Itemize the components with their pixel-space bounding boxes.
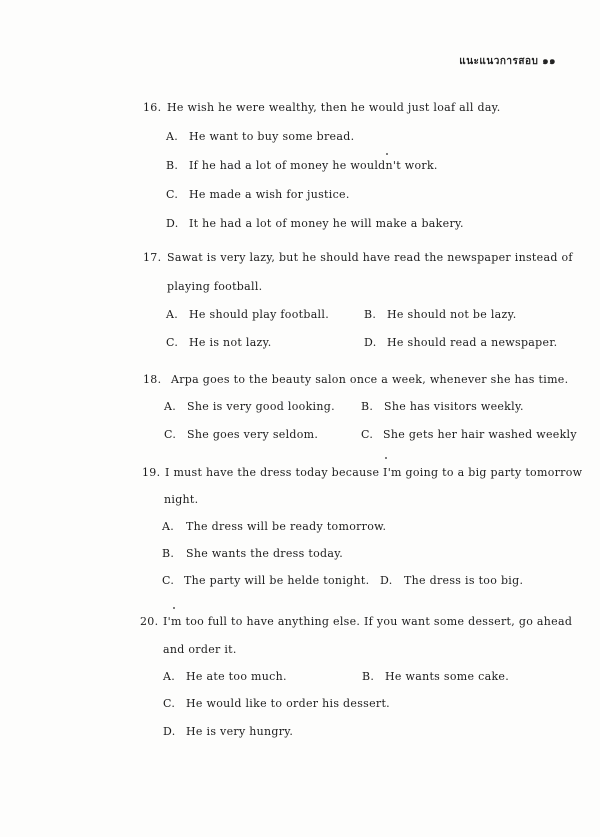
option-letter: B. <box>166 159 179 172</box>
option-letter: B. <box>162 547 175 560</box>
option-letter: C. <box>164 428 177 441</box>
scan-speck <box>386 153 388 155</box>
option-letter: A. <box>166 308 179 321</box>
option-text: He should not be lazy. <box>387 308 517 321</box>
option-letter: D. <box>163 725 176 738</box>
question-stem-continued: and order it. <box>163 643 237 656</box>
option-letter: D. <box>166 217 179 230</box>
option-text: He want to buy some bread. <box>189 130 355 143</box>
option-letter: C. <box>166 336 179 349</box>
option-text: It he had a lot of money he will make a bakery. <box>189 217 464 230</box>
option-text: The dress is too big. <box>404 574 524 587</box>
option-text: If he had a lot of money he wouldn't work. <box>189 159 438 172</box>
scan-speck <box>385 457 387 459</box>
option-letter: D. <box>364 336 377 349</box>
page-header: แนะแนวการสอบ ๑๑ <box>459 56 556 67</box>
question-stem: Arpa goes to the beauty salon once a week, whenever she has time. <box>171 373 569 386</box>
option-letter: A. <box>166 130 179 143</box>
scan-speck <box>173 607 175 609</box>
option-text: She has visitors weekly. <box>384 400 524 413</box>
question-number: 16. <box>143 101 162 114</box>
option-letter: C. <box>166 188 179 201</box>
question-stem-continued: night. <box>164 493 199 506</box>
option-letter: A. <box>164 400 177 413</box>
option-text: She wants the dress today. <box>186 547 344 560</box>
question-stem: Sawat is very lazy, but he should have read the newspaper instead of <box>167 251 573 264</box>
option-letter: B. <box>361 400 374 413</box>
option-text: He wants some cake. <box>385 670 510 683</box>
option-text: He should play football. <box>189 308 329 321</box>
option-letter: D. <box>380 574 393 587</box>
question-number: 19. <box>142 466 161 479</box>
option-text: He should read a newspaper. <box>387 336 558 349</box>
option-letter: B. <box>362 670 375 683</box>
question-stem-continued: playing football. <box>167 280 263 293</box>
option-letter: A. <box>162 520 175 533</box>
question-number: 17. <box>143 251 162 264</box>
option-text: She is very good looking. <box>187 400 335 413</box>
option-text: He is very hungry. <box>186 725 294 738</box>
option-letter: C. <box>163 697 176 710</box>
option-letter: C. <box>162 574 175 587</box>
question-stem: He wish he were wealthy, then he would just loaf all day. <box>167 101 501 114</box>
question-stem: I must have the dress today because I'm going to a big party tomorrow <box>165 466 583 479</box>
option-text: He is not lazy. <box>189 336 272 349</box>
question-number: 20. <box>140 615 159 628</box>
option-text: He made a wish for justice. <box>189 188 350 201</box>
option-text: He would like to order his dessert. <box>186 697 390 710</box>
option-text: The dress will be ready tomorrow. <box>186 520 387 533</box>
option-letter: B. <box>364 308 377 321</box>
option-letter: C. <box>361 428 374 441</box>
option-text: She goes very seldom. <box>187 428 319 441</box>
option-text: He ate too much. <box>186 670 287 683</box>
option-text: She gets her hair washed weekly <box>383 428 577 441</box>
option-letter: A. <box>163 670 176 683</box>
question-number: 18. <box>143 373 162 386</box>
option-text: The party will be helde tonight. <box>184 574 370 587</box>
question-stem: I'm too full to have anything else. If you want some dessert, go ahead <box>163 615 573 628</box>
